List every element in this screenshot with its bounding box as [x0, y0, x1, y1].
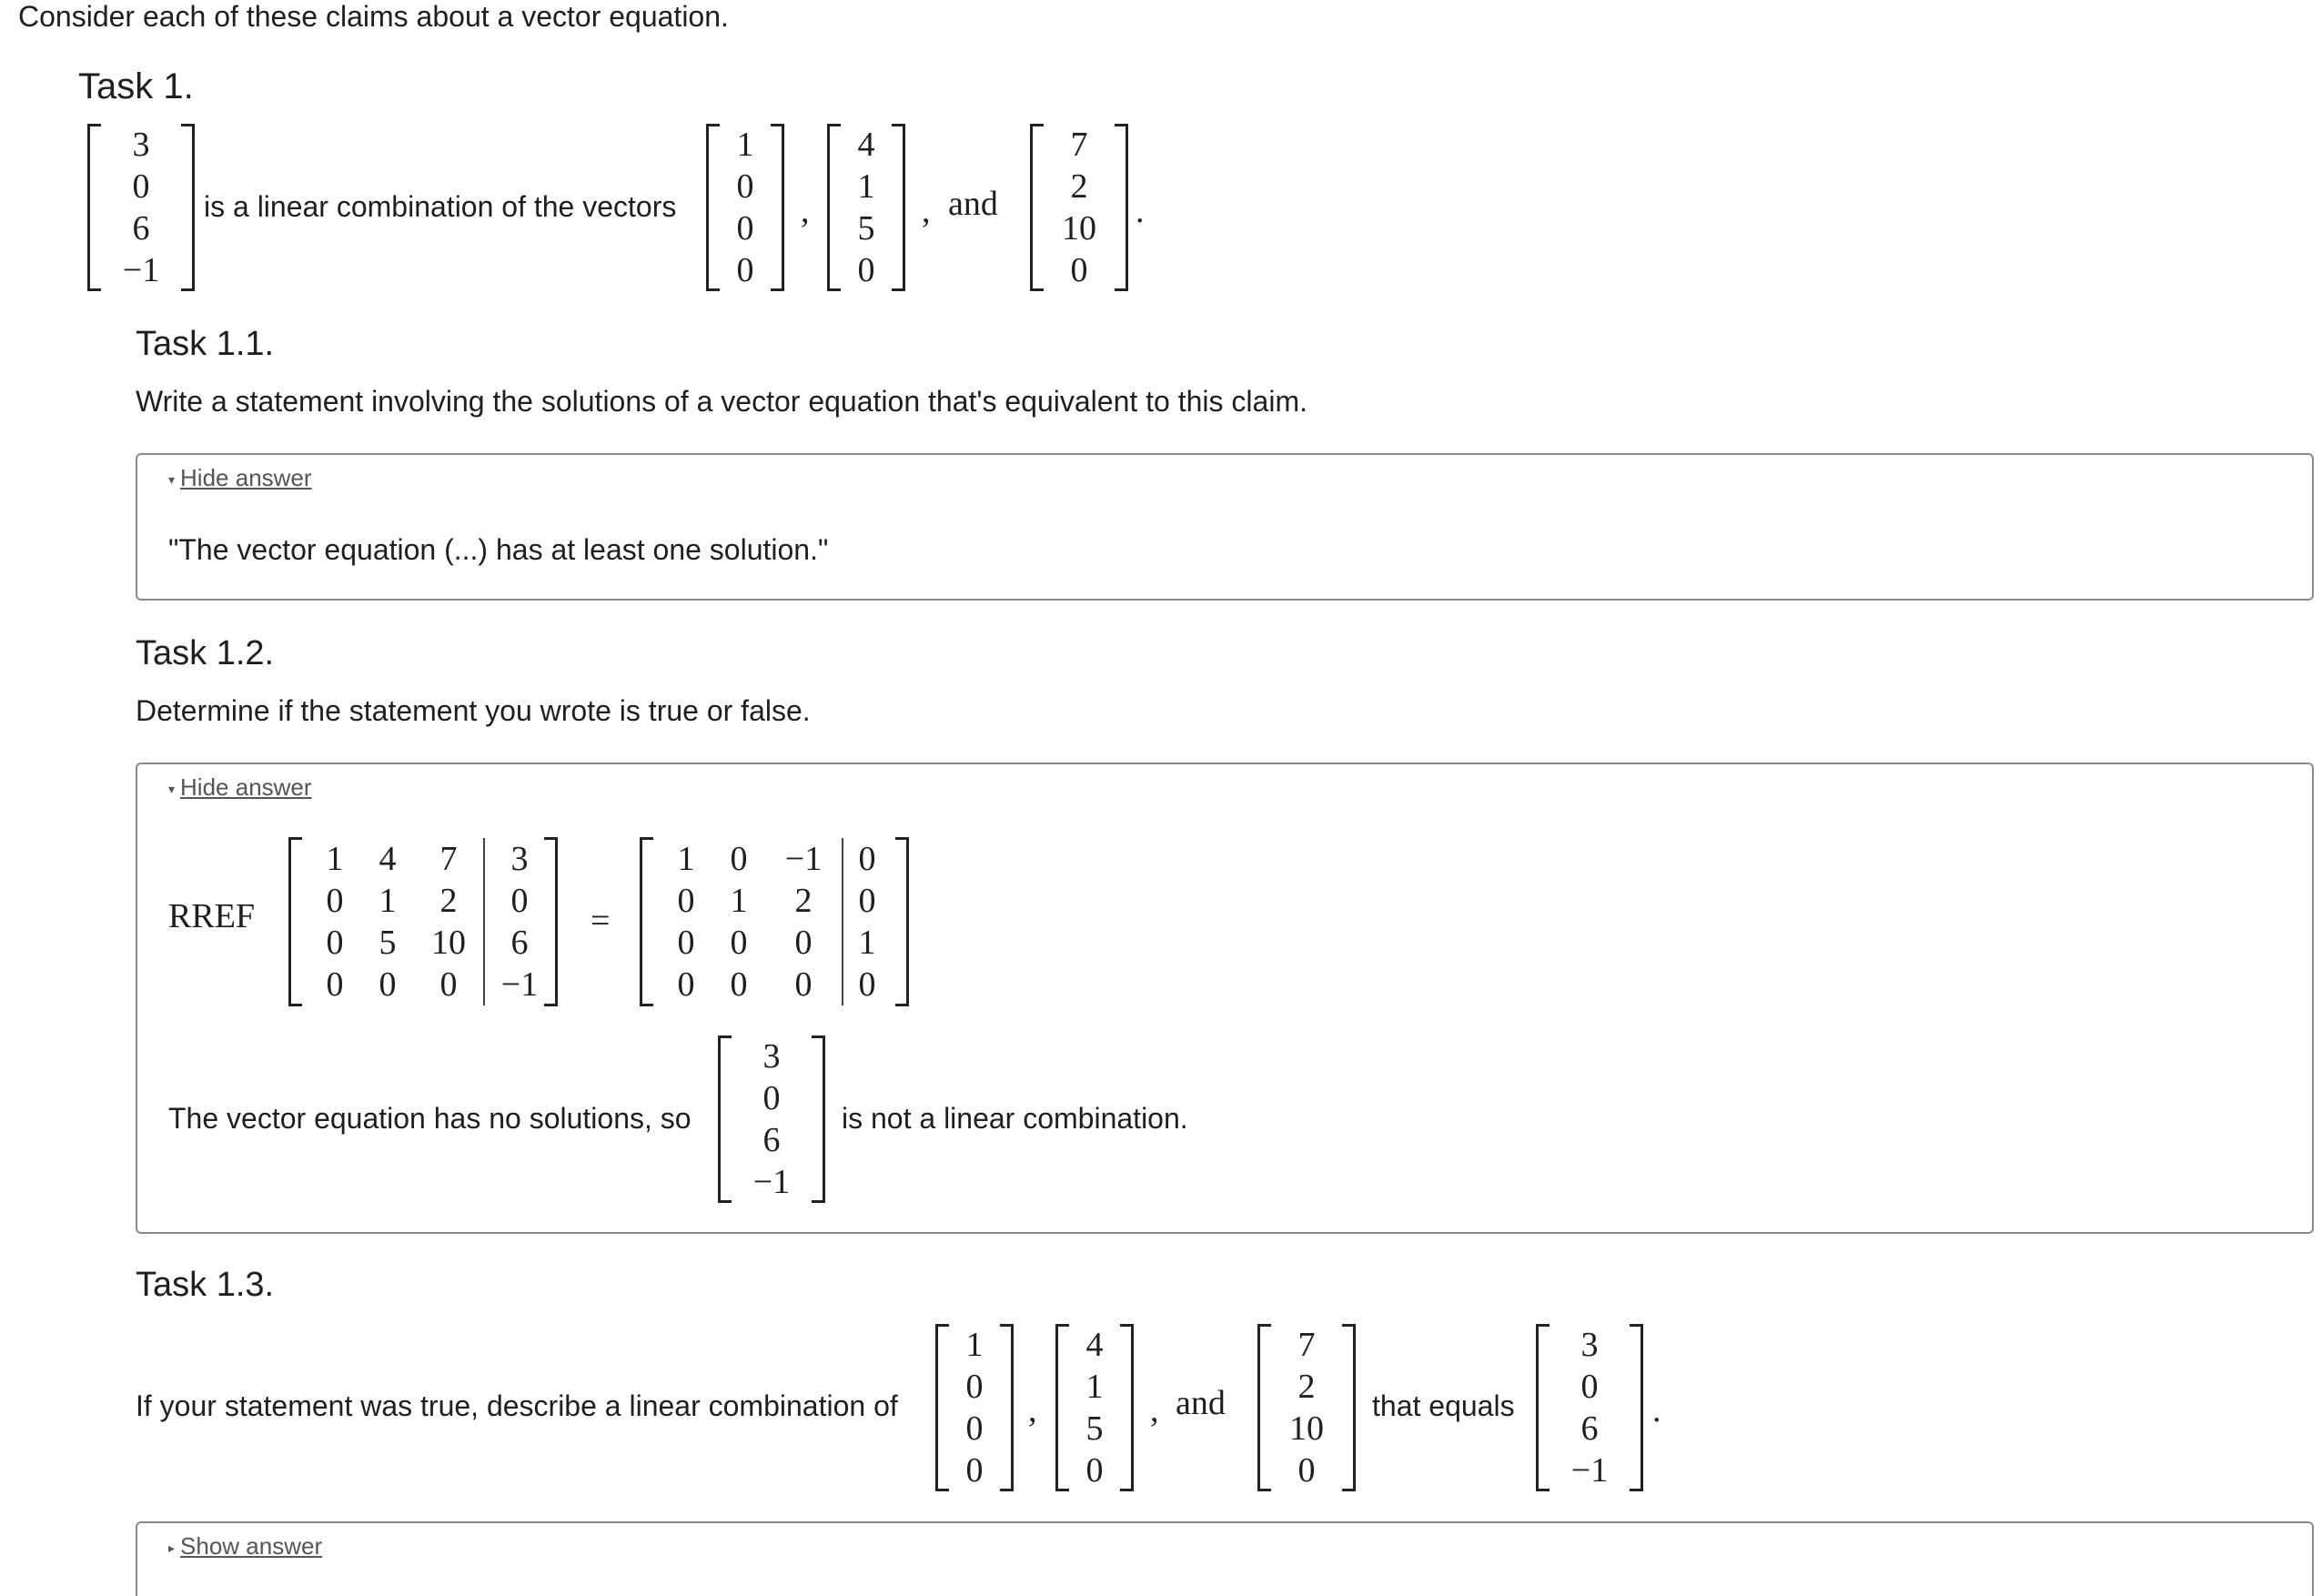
matrix-entry: −1 — [784, 840, 823, 878]
matrix-entry: 0 — [326, 965, 344, 1004]
toggle-label: Hide answer — [180, 773, 312, 801]
target-vector — [87, 124, 195, 291]
target-vector — [1536, 1324, 1643, 1491]
vector-v1 — [706, 124, 784, 291]
task-1-3-title: Task 1.3. — [136, 1266, 275, 1304]
vector-entry: 4 — [857, 126, 875, 164]
matrix-entry: 0 — [483, 880, 554, 922]
that-equals-text: that equals — [1372, 1389, 1515, 1422]
vector-entry: 0 — [1085, 1451, 1104, 1490]
rref-label: RREF — [168, 897, 256, 935]
vector-entry: 7 — [1297, 1326, 1316, 1364]
hide-answer-toggle[interactable] — [168, 773, 312, 803]
comma: , — [922, 192, 931, 230]
vector-entry: 2 — [1297, 1368, 1316, 1406]
vector-entry: 0 — [1070, 251, 1088, 289]
vector-v3 — [1257, 1324, 1356, 1491]
matrix-entry: 0 — [730, 840, 748, 878]
vector-entry: −1 — [122, 251, 160, 289]
matrix-entry: 10 — [431, 924, 466, 962]
matrix-entry: 0 — [794, 965, 813, 1004]
matrix-entry: 7 — [439, 840, 458, 878]
vector-entry: 5 — [857, 209, 875, 247]
vector-entry: 0 — [1297, 1451, 1316, 1490]
vector-entry: 0 — [857, 251, 875, 289]
comma: , — [1028, 1391, 1037, 1429]
vector-entry: 0 — [736, 167, 754, 206]
claim-text: is a linear combination of the vectors — [204, 190, 677, 223]
vector-v1 — [935, 1324, 1014, 1491]
matrix-entry: 2 — [794, 882, 813, 920]
vector-entry: −1 — [752, 1163, 791, 1201]
answer-box-1-2 — [136, 763, 2314, 1234]
answer-text: "The vector equation (...) has at least one solution." — [168, 533, 829, 566]
matrix-entry: 3 — [483, 838, 554, 880]
vector-entry: 0 — [762, 1079, 781, 1117]
matrix-entry: 0 — [842, 880, 891, 922]
answer-box-1-1 — [136, 453, 2314, 601]
and-text: and — [948, 185, 998, 223]
vector-entry: 0 — [1580, 1368, 1599, 1406]
intro-text: Consider each of these claims about a vector equation. — [18, 0, 729, 33]
vector-entry: 0 — [965, 1409, 984, 1448]
comma: , — [801, 192, 810, 230]
vector-entry: 6 — [1580, 1409, 1599, 1448]
period: . — [1136, 192, 1145, 230]
conclusion-text: The vector equation has no solutions, so — [168, 1102, 692, 1135]
task-1-3-prompt: If your statement was true, describe a linear combination of — [136, 1389, 898, 1422]
vector-entry: 3 — [1580, 1326, 1599, 1364]
matrix-entry: −1 — [483, 964, 554, 1005]
conclusion-vector — [718, 1035, 825, 1203]
matrix-entry: 0 — [326, 882, 344, 920]
vector-entry: 0 — [736, 251, 754, 289]
matrix-entry: 0 — [842, 838, 891, 880]
answer-box-1-3 — [136, 1521, 2314, 1596]
and-text: and — [1176, 1384, 1226, 1422]
matrix-entry: 0 — [677, 882, 695, 920]
vector-entry: 1 — [1085, 1368, 1104, 1406]
show-answer-toggle[interactable] — [168, 1532, 322, 1561]
matrix-entry: 0 — [794, 924, 813, 962]
vector-entry: 2 — [1070, 167, 1088, 206]
vector-entry: 6 — [762, 1121, 781, 1159]
matrix-entry: 1 — [379, 882, 397, 920]
matrix-entry: 1 — [842, 922, 891, 964]
comma: , — [1150, 1391, 1159, 1429]
triangle-down-icon: ▾ — [168, 782, 176, 797]
vector-entry: 3 — [132, 126, 150, 164]
vector-entry: 1 — [965, 1326, 984, 1364]
vector-entry: 0 — [736, 209, 754, 247]
matrix-entry: 0 — [677, 965, 695, 1004]
augmented-matrix-rhs — [640, 837, 909, 1006]
matrix-entry: 5 — [379, 924, 397, 962]
equals-sign: = — [591, 902, 611, 940]
vector-v2 — [1055, 1324, 1134, 1491]
matrix-entry: 1 — [677, 840, 695, 878]
matrix-entry: 0 — [439, 965, 458, 1004]
vector-entry: 1 — [857, 167, 875, 206]
period: . — [1652, 1391, 1661, 1429]
matrix-entry: 0 — [730, 965, 748, 1004]
vector-v2 — [827, 124, 905, 291]
toggle-label: Hide answer — [180, 464, 312, 491]
task-1-title: Task 1. — [78, 66, 194, 106]
matrix-entry: 0 — [379, 965, 397, 1004]
matrix-entry: 0 — [677, 924, 695, 962]
vector-entry: 6 — [132, 209, 150, 247]
toggle-label: Show answer — [180, 1532, 323, 1560]
matrix-entry: 4 — [379, 840, 397, 878]
matrix-entry: 0 — [730, 924, 748, 962]
vector-entry: 10 — [1289, 1409, 1324, 1448]
matrix-entry: 1 — [730, 882, 748, 920]
task-1-2-prompt: Determine if the statement you wrote is true or false. — [136, 694, 811, 727]
matrix-entry: 0 — [842, 964, 891, 1005]
vector-entry: 0 — [965, 1451, 984, 1490]
vector-entry: 1 — [736, 126, 754, 164]
vector-entry: 0 — [132, 167, 150, 206]
conclusion-text: is not a linear combination. — [842, 1102, 1188, 1135]
matrix-entry: 6 — [483, 922, 554, 964]
vector-entry: 0 — [965, 1368, 984, 1406]
vector-entry: 4 — [1085, 1326, 1104, 1364]
vector-entry: 3 — [762, 1037, 781, 1076]
vector-entry: 7 — [1070, 126, 1088, 164]
vector-entry: −1 — [1570, 1451, 1609, 1490]
matrix-entry: 0 — [326, 924, 344, 962]
matrix-entry: 2 — [439, 882, 458, 920]
triangle-right-icon: ▸ — [168, 1540, 176, 1556]
task-1-1-prompt: Write a statement involving the solutions of a vector equation that's equivalent to this claim. — [136, 385, 1307, 418]
augmented-matrix-lhs — [288, 837, 558, 1006]
vector-v3 — [1030, 124, 1128, 291]
triangle-down-icon: ▾ — [168, 472, 176, 488]
hide-answer-toggle[interactable] — [168, 464, 312, 493]
task-1-2-title: Task 1.2. — [136, 634, 275, 672]
matrix-entry: 1 — [326, 840, 344, 878]
task-1-1-title: Task 1.1. — [136, 325, 275, 363]
vector-entry: 10 — [1062, 209, 1096, 247]
vector-entry: 5 — [1085, 1409, 1104, 1448]
